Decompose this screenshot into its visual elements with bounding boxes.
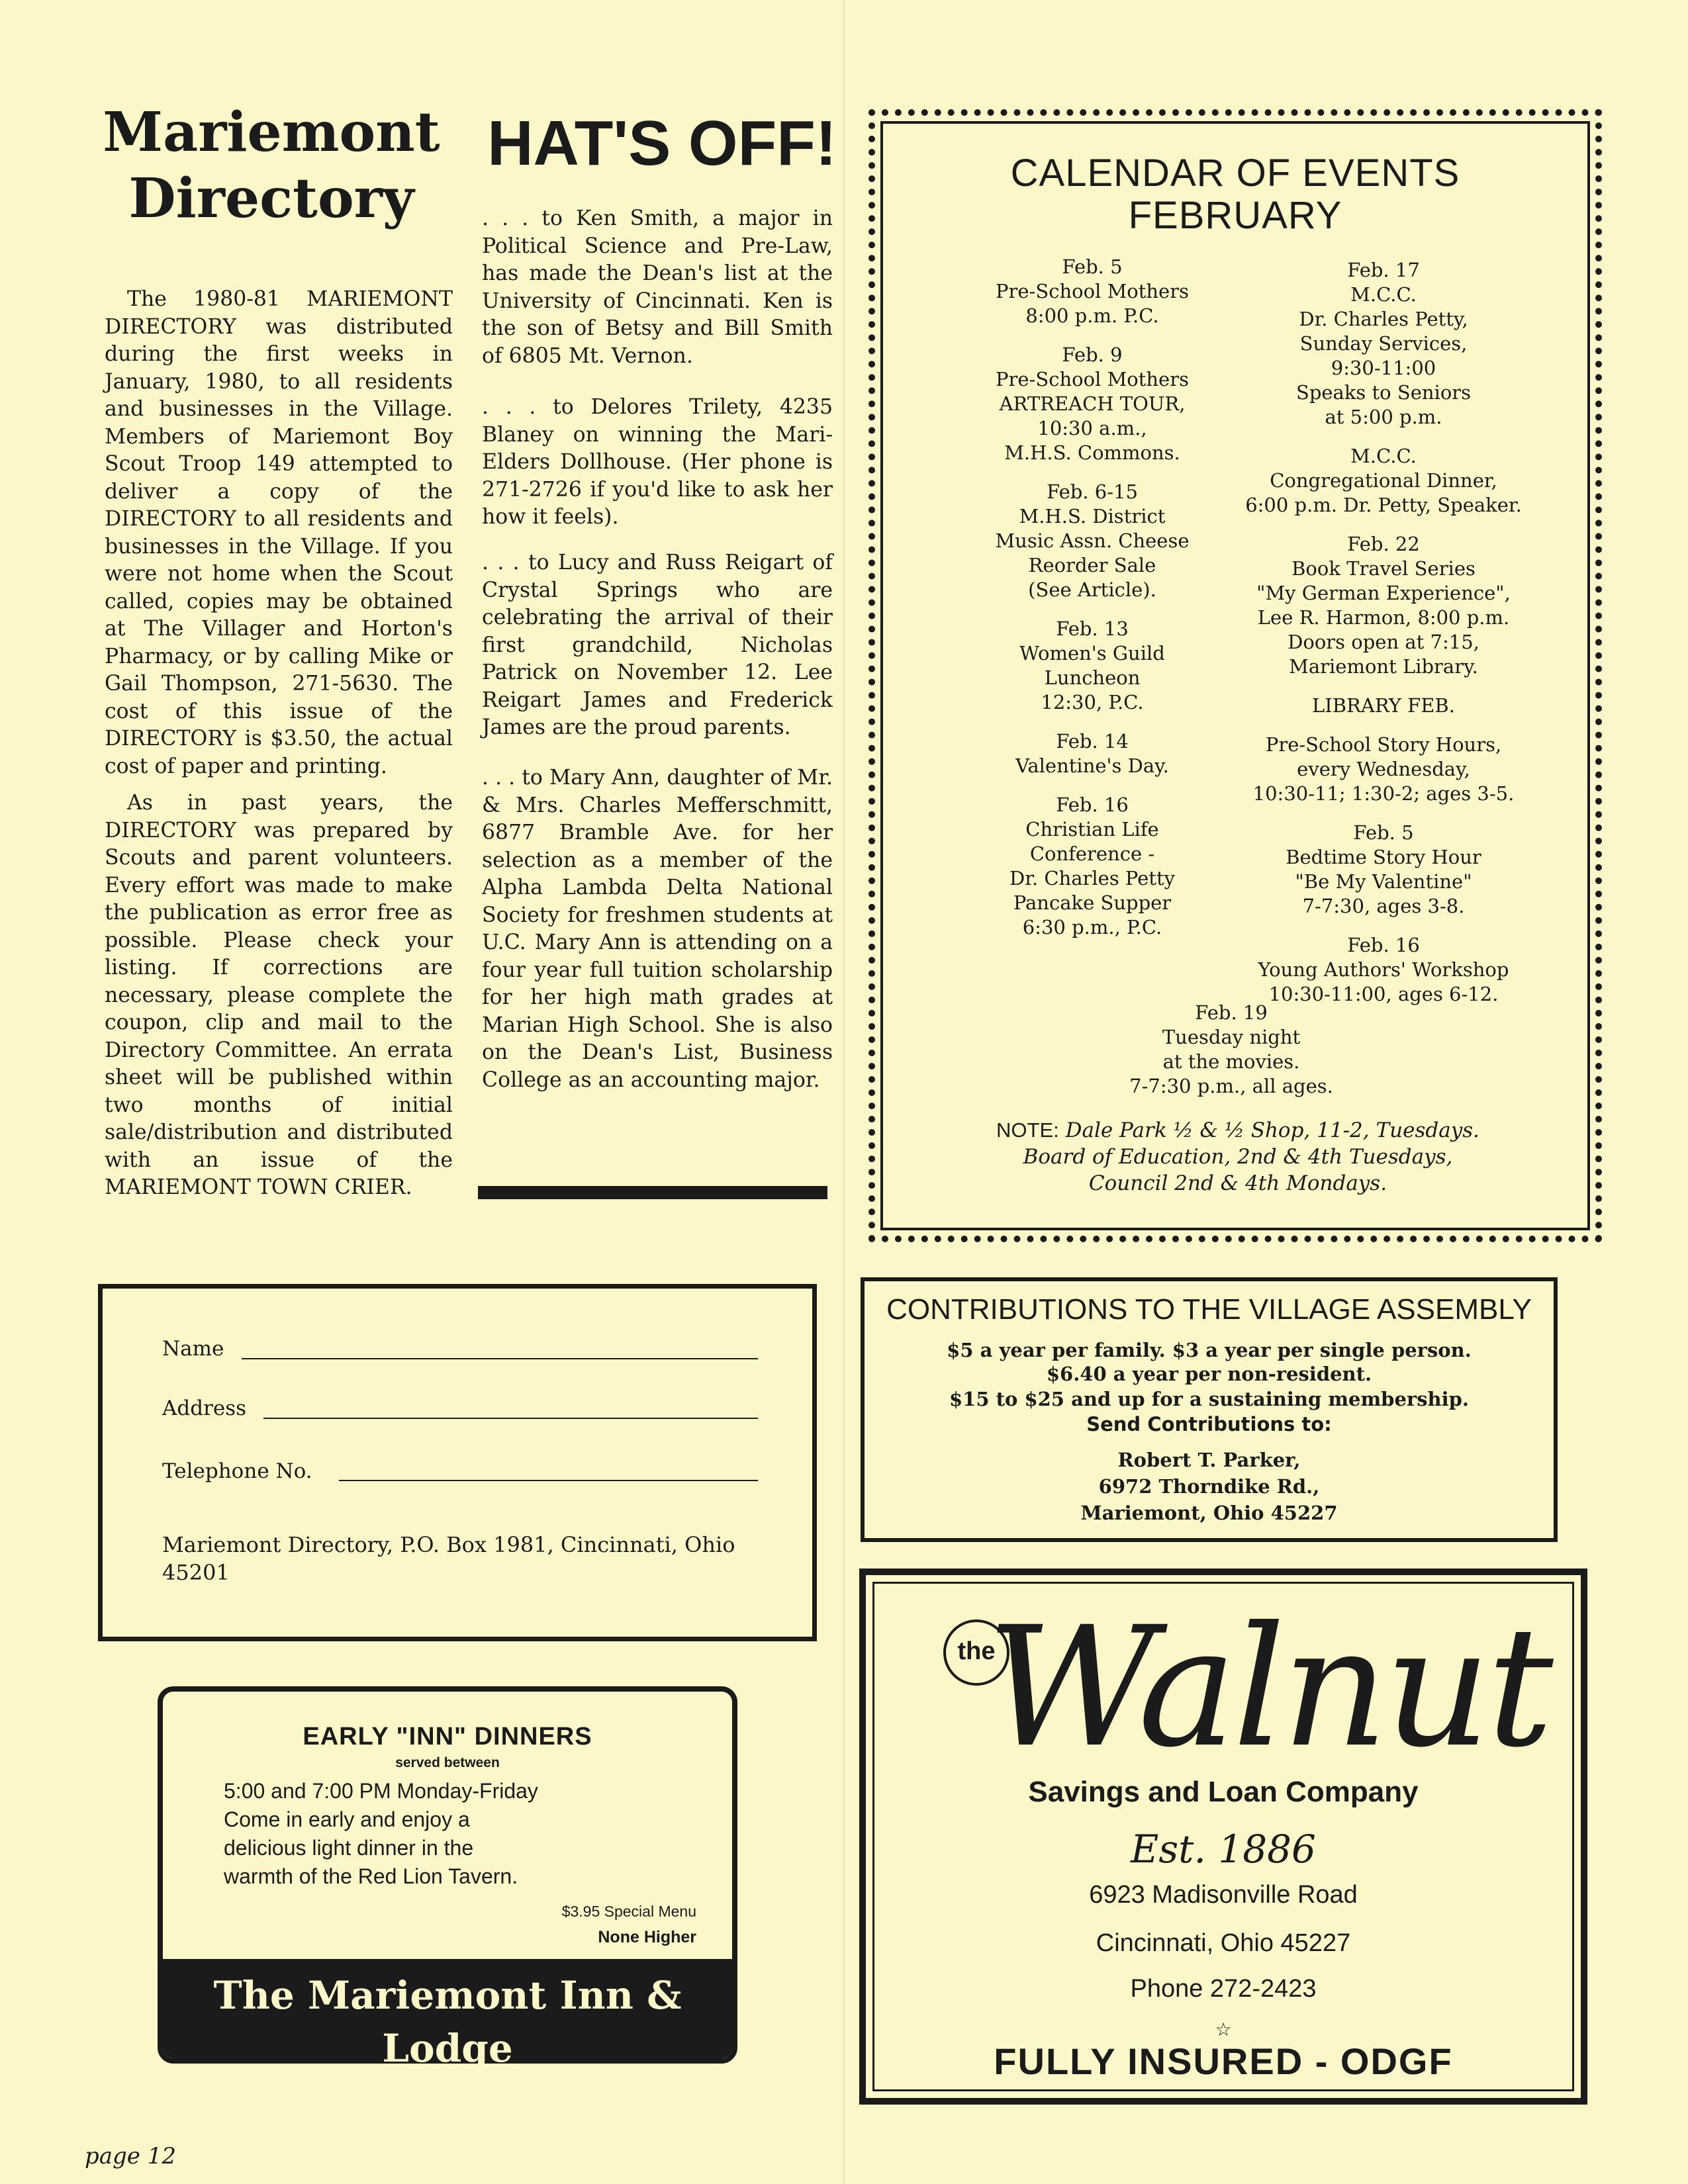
contributions-address-2: 6972 Thorndike Rd., (1098, 1475, 1320, 1498)
hats-off-item-1: . . . to Ken Smith, a major in Political Science and Pre-Law, has made the Dean's list at the University of Cincinnati. Ken is the son of Betsy and Bill Smith of 6805 Mt. Vernon. (482, 206, 833, 368)
calendar-center-event-line: Feb. 19 (1195, 1001, 1268, 1024)
calendar-left-event-line: Women's Guild (1019, 642, 1165, 664)
calendar-left-event (940, 255, 1244, 328)
calendar-left-event-line: (See Article). (1028, 578, 1156, 601)
calendar-left-event (940, 343, 1244, 465)
calendar-right-event-line: Book Travel Series (1291, 557, 1476, 580)
directory-paragraph-1: The 1980-81 MARIEMONT DIRECTORY was distributed during the first weeks in January, 1980, to all residents and businesses in the Village. Members of Mariemont Boy Scout Troop 149 attempted to deliver a copy of the DIRECTORY to all residents and businesses in the Village. If you were not home when the Scout called, copies may be obtained at The Villager and Horton's Pharmacy, or by calling Mike or Gail Thompson, 271-5630. The cost of this issue of the DIRECTORY is $3.50, the actual cost of paper and printing. (105, 287, 453, 778)
calendar-right-event-line: Feb. 17 (1347, 259, 1420, 281)
contributions-address-3: Mariemont, Ohio 45227 (1080, 1502, 1338, 1524)
calendar-right-event-line: M.C.C. (1350, 283, 1417, 306)
calendar-right-event-line: Congregational Dinner, (1270, 469, 1497, 492)
note-line-2: Board of Education, 2nd & 4th Tuesdays, (1023, 1145, 1453, 1169)
calendar-left-event-line: M.H.S. District (1019, 505, 1166, 527)
calendar-right-event-line: Lee R. Harmon, 8:00 p.m. (1257, 606, 1510, 629)
contributions-line-1: $5 a year per family. $3 a year per single person. (947, 1339, 1472, 1361)
directory-body (105, 286, 453, 1202)
calendar-right-event-line: Dr. Charles Petty, (1299, 308, 1468, 330)
calendar-right-event-line: 10:30-11:00, ages 6-12. (1268, 983, 1499, 1005)
calendar-note (927, 1117, 1549, 1197)
calendar-right-event-line: every Wednesday, (1297, 758, 1470, 780)
calendar-left-event (940, 729, 1244, 778)
calendar-left-event-line: Dr. Charles Petty (1009, 867, 1175, 889)
calendar-right-event-line: Sunday Services, (1299, 332, 1468, 355)
calendar-right-event-line: Doors open at 7:15, (1288, 631, 1479, 653)
inn-ad-special: $3.95 Special Menu (561, 1903, 696, 1920)
contributions-address-1: Robert T. Parker, (1117, 1449, 1301, 1471)
contributions-line-4: Send Contributions to: (1086, 1413, 1332, 1435)
inn-ad-served: served between (395, 1755, 500, 1770)
inn-ad-body (224, 1777, 538, 1891)
inn-ad-line-2: Come in early and enjoy a (224, 1807, 470, 1831)
calendar-left-event-line: Pancake Supper (1013, 891, 1172, 914)
calendar-right-event (1218, 694, 1549, 718)
directory-title-line1: Mariemont (103, 101, 440, 164)
calendar-left-event-line: Luncheon (1044, 666, 1141, 689)
note-line-3: Council 2nd & 4th Mondays. (1088, 1171, 1387, 1195)
page-number: page 12 (85, 2143, 176, 2169)
calendar-right-event-line: "My German Experience", (1256, 582, 1511, 604)
calendar-right-event-line: 9:30-11:00 (1331, 357, 1436, 379)
calendar-left-event-line: Reorder Sale (1028, 554, 1156, 576)
calendar-left-event (940, 480, 1244, 602)
coupon-address-field[interactable] (263, 1418, 758, 1419)
calendar-right-event-line: Feb. 5 (1353, 821, 1414, 844)
inn-ad-line-4: warmth of the Red Lion Tavern. (224, 1864, 518, 1888)
calendar-right-event-line: M.C.C. (1350, 445, 1417, 467)
calendar-right-event-line: 10:30-11; 1:30-2; ages 3-5. (1252, 782, 1515, 805)
calendar-right-event-line: at 5:00 p.m. (1325, 406, 1442, 428)
calendar-right-event (1218, 821, 1549, 919)
calendar-right-event-line: 7-7:30, ages 3-8. (1302, 895, 1465, 917)
calendar-right-column (1218, 258, 1549, 1007)
hats-off-title: HAT'S OFF! (487, 108, 837, 179)
inn-ad-line-1: 5:00 and 7:00 PM Monday-Friday (224, 1779, 538, 1803)
walnut-address-2: Cincinnati, Ohio 45227 (1096, 1929, 1351, 1957)
calendar-left-event-line: Pre-School Mothers (996, 280, 1189, 302)
hats-off-rule (478, 1186, 827, 1199)
contributions-title: CONTRIBUTIONS TO THE VILLAGE ASSEMBLY (886, 1293, 1532, 1326)
hats-off-item-3: . . . to Lucy and Russ Reigart of Crystal Springs who are celebrating the arrival of their first grandchild, Nicholas Patrick on November 12. Lee Reigart James and Frederick James are the proud parents. (482, 551, 833, 739)
calendar-center-event-line: at the movies. (1162, 1050, 1300, 1073)
calendar-left-event-line: Feb. 13 (1056, 617, 1129, 640)
calendar-right-event-line: "Be My Valentine" (1295, 870, 1472, 893)
center-fold (843, 0, 845, 2184)
coupon-name-field[interactable] (242, 1358, 758, 1359)
walnut-the-badge: the (943, 1619, 1009, 1686)
inn-ad-line-3: delicious light dinner in the (224, 1836, 474, 1860)
calendar-left-event-line: 12:30, P.C. (1041, 691, 1144, 713)
note-line-1: Dale Park ½ & ½ Shop, 11-2, Tuesdays. (1065, 1118, 1479, 1142)
walnut-insured: FULLY INSURED - ODGF (994, 2040, 1453, 2082)
calendar-right-event-line: Feb. 16 (1347, 934, 1420, 956)
calendar-right-event-line: Mariemont Library. (1289, 655, 1478, 678)
calendar-left-event (940, 793, 1244, 940)
walnut-established: Est. 1886 (1131, 1827, 1316, 1872)
calendar-right-event (1218, 258, 1549, 430)
calendar-left-event-line: Conference - (1029, 842, 1155, 865)
calendar-right-event (1218, 444, 1549, 518)
inn-ad-title: EARLY "INN" DINNERS (303, 1723, 592, 1751)
calendar-right-event-line: Speaks to Seniors (1295, 381, 1472, 404)
directory-title (99, 99, 444, 232)
coupon-mail-address: Mariemont Directory, P.O. Box 1981, Cincinnati, Ohio 45201 (162, 1532, 735, 1585)
coupon-phone-label: Telephone No. (162, 1459, 312, 1483)
note-label: NOTE: (996, 1118, 1059, 1142)
inn-ad-logo: The Mariemont Inn & Lodge (213, 1973, 682, 2071)
directory-title-line2: Directory (128, 167, 414, 230)
calendar-right-event-line: LIBRARY FEB. (1312, 694, 1455, 717)
walnut-subtitle: Savings and Loan Company (1028, 1776, 1419, 1808)
calendar-left-event-line: 10:30 a.m., (1037, 417, 1147, 439)
walnut-logo: Walnut (986, 1591, 1550, 1784)
calendar-left-event-line: Christian Life (1025, 818, 1159, 841)
hats-off-item-2: . . . to Delores Trilety, 4235 Blaney on winning the Mari-Elders Dollhouse. (Her phone is 271-2726 if you'd like to ask her how it feels). (482, 395, 833, 529)
calendar-right-event-line: Feb. 22 (1347, 533, 1420, 555)
calendar-left-event-line: Feb. 5 (1062, 255, 1123, 278)
calendar-title: CALENDAR OF EVENTS (1010, 152, 1460, 195)
coupon-phone-field[interactable] (339, 1480, 758, 1481)
calendar-left-event (940, 617, 1244, 715)
calendar-month: FEBRUARY (1128, 194, 1342, 237)
calendar-left-event-line: M.H.S. Commons. (1004, 441, 1180, 464)
calendar-center-event (1033, 1001, 1430, 1099)
calendar-left-event-line: 6:30 p.m., P.C. (1022, 916, 1162, 938)
calendar-left-event-line: Feb. 14 (1056, 730, 1129, 752)
calendar-right-event-line: 6:00 p.m. Dr. Petty, Speaker. (1245, 494, 1522, 516)
contributions-line-2: $6.40 a year per non-resident. (1046, 1363, 1372, 1385)
inn-ad-none-higher: None Higher (598, 1928, 696, 1946)
calendar-right-event (1218, 532, 1549, 679)
calendar-left-event-line: Valentine's Day. (1015, 754, 1169, 777)
calendar-right-event-line: Young Authors' Workshop (1258, 958, 1509, 981)
calendar-left-event-line: Feb. 6-15 (1047, 480, 1138, 503)
calendar-right-event (1218, 933, 1549, 1007)
calendar-left-event-line: 8:00 p.m. P.C. (1025, 304, 1159, 327)
calendar-center-event-line: 7-7:30 p.m., all ages. (1129, 1075, 1333, 1097)
hats-off-item-4: . . . to Mary Ann, daughter of Mr. & Mrs. Charles Mefferschmitt, 6877 Bramble Ave. for her selection as a member of the Alpha Lambda Delta National Society for freshmen students at U.C. Mary Ann is attending on a four year full tuition scholarship for her high math grades at Marian High School. She is also on the Dean's List, Business College as an accounting major. (482, 766, 833, 1092)
coupon-address-label: Address (162, 1396, 247, 1420)
calendar-left-event-line: Feb. 9 (1062, 343, 1123, 366)
calendar-right-event-line: Pre-School Story Hours, (1265, 733, 1502, 756)
calendar-left-event-line: Feb. 16 (1056, 794, 1129, 816)
calendar-right-event (1218, 733, 1549, 806)
walnut-phone: Phone 272-2423 (1130, 1975, 1317, 2003)
calendar-right-event-line: Bedtime Story Hour (1286, 846, 1481, 868)
calendar-left-event-line: Pre-School Mothers (996, 368, 1189, 390)
coupon-name-label: Name (162, 1337, 224, 1361)
calendar-left-column (940, 255, 1244, 940)
walnut-address-1: 6923 Madisonville Road (1089, 1881, 1358, 1909)
calendar-left-event-line: ARTREACH TOUR, (999, 392, 1186, 415)
contributions-line-3: $15 to $25 and up for a sustaining membership. (949, 1388, 1469, 1410)
directory-paragraph-2: As in past years, the DIRECTORY was prepared by Scouts and parent volunteers. Every effort was made to make the publication as error free as possible. Please check your listing. If corrections are necessary, please complete the coupon, clip and mail to the Directory Committee. An errata sheet will be published within two months of initial sale/distribution and distributed with an issue of the MARIEMONT TOWN CRIER. (105, 791, 453, 1199)
calendar-center-event-line: Tuesday night (1162, 1026, 1301, 1048)
star-icon: ☆ (1215, 2019, 1232, 2040)
calendar-left-event-line: Music Assn. Cheese (995, 529, 1190, 552)
